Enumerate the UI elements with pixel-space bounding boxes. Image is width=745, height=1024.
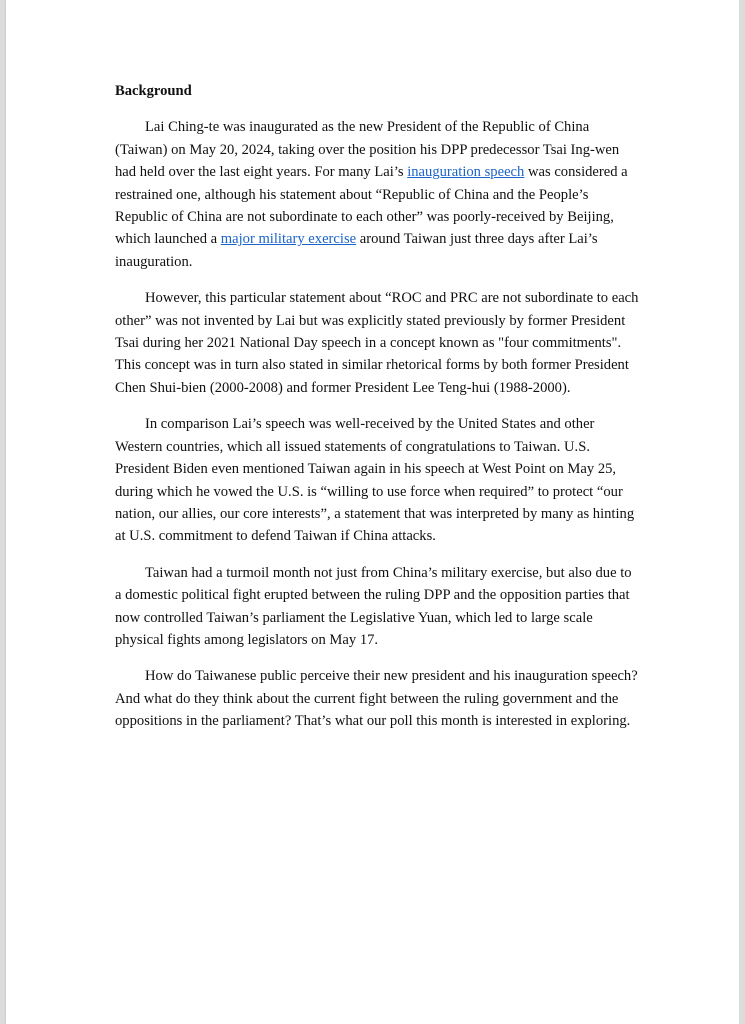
paragraph-5 — [115, 665, 641, 732]
section-heading: Background — [115, 83, 192, 99]
paragraph-text: Lai Ching-te was inaugurated as the new President of the Republic of China (Taiwan) on May 20, 2024, taking over the position his DPP predecessor Tsai Ing-wen had held over the last eight years. For many Lai’s — [115, 119, 620, 181]
paragraph-2 — [115, 287, 641, 399]
major-military-exercise-link[interactable]: major military exercise — [220, 231, 357, 248]
paragraph-text: In comparison Lai’s speech was well-received by the United States and other Western countries, which all issued statements of congratulations to Taiwan. U.S. President Biden even mentioned Taiwan again in his speech at West Point on May 25, during which he vowed the U.S. is “willing to use force when required” to protect “our nation, our allies, our core interests”, a statement that was interpreted by many as hinting at U.S. commitment to defend Taiwan if China attacks. — [115, 416, 635, 545]
paragraph-text: Taiwan had a turmoil month not just from China’s military exercise, but also due to a domestic political fight erupted between the ruling DPP and the opposition parties that now controlled Taiwan’s parliament the Legislative Yuan, which led to large scale physical fights among legislators on May 17. — [115, 564, 632, 648]
document-page — [6, 0, 739, 1024]
paragraph-text: How do Taiwanese public perceive their new president and his inauguration speech? And what do they think about the current fight between the ruling government and the oppositions in the parliament? That’s what our poll this month is interested in exploring. — [115, 668, 638, 730]
document-body — [115, 80, 641, 747]
paragraph-text: was considered a restrained one, although his statement about “Republic of China and the People’s Republic of China are not subordinate to each other” was poorly-received by Beijing, which launched a — [115, 164, 628, 248]
paragraph-text: around Taiwan just three days after Lai’s inauguration. — [115, 231, 598, 270]
paragraph-3 — [115, 413, 641, 547]
paragraph-4 — [115, 562, 641, 652]
paragraph-text: However, this particular statement about “ROC and PRC are not subordinate to each other” was not invented by Lai but was explicitly stated previously by former President Tsai during her 2021 National Day speech in a concept known as "four commitments". This concept was in turn also stated in similar rhetorical forms by both former President Chen Shui-bien (2000-2008) and former President Lee Teng-hui (1988-2000). — [115, 290, 639, 396]
paragraph-1 — [115, 116, 641, 273]
inauguration-speech-link[interactable]: inauguration speech — [407, 164, 525, 181]
right-page-edge — [739, 0, 745, 1024]
